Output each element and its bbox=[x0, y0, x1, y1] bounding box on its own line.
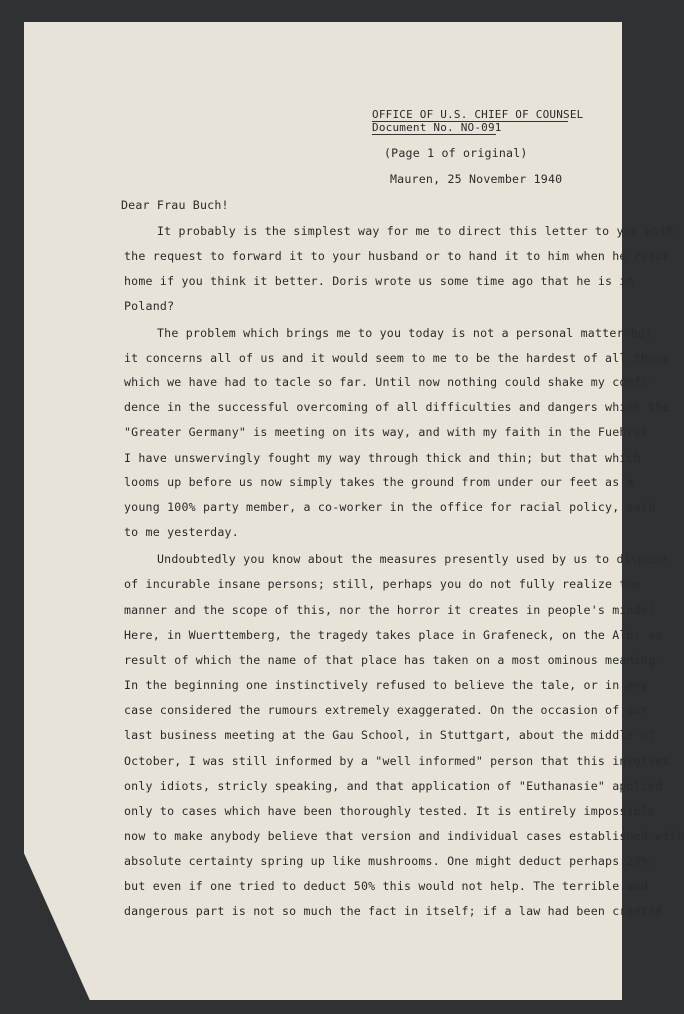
letter-line: The problem which brings me to you today is not a personal matter but bbox=[157, 326, 653, 340]
letter-line: young 100% party member, a co-worker in the office for racial policy, said bbox=[124, 500, 656, 514]
letter-line: of incurable insane persons; still, perhaps you do not fully realize the bbox=[124, 577, 641, 591]
letter-line: case considered the rumours extremely exaggerated. On the occasion of our bbox=[124, 703, 649, 717]
letter-line: Here, in Wuerttemberg, the tragedy takes place in Grafeneck, on the Alb, as bbox=[124, 628, 663, 642]
letter-line: only idiots, stricly speaking, and that application of "Euthanasie" applied bbox=[124, 779, 663, 793]
page-note: (Page 1 of original) bbox=[384, 146, 528, 160]
letter-line: It probably is the simplest way for me to direct this letter to you with bbox=[157, 224, 674, 238]
place-date: Mauren, 25 November 1940 bbox=[390, 172, 563, 186]
letter-line: result of which the name of that place has taken on a most ominous meaning. bbox=[124, 653, 663, 667]
letter-line: last business meeting at the Gau School, in Stuttgart, about the middle of bbox=[124, 728, 656, 742]
salutation: Dear Frau Buch! bbox=[121, 198, 229, 212]
letter-line: manner and the scope of this, nor the horror it creates in people's minds! bbox=[124, 603, 656, 617]
letter-line: the request to forward it to your husband or to hand it to him when he retur bbox=[124, 249, 670, 263]
letter-line: In the beginning one instinctively refused to believe the tale, or in any bbox=[124, 678, 649, 692]
letter-line: to me yesterday. bbox=[124, 525, 239, 539]
document-number: Document No. NO-091 bbox=[372, 121, 502, 134]
letter-line: dence in the successful overcoming of all difficulties and dangers which the bbox=[124, 400, 670, 414]
letter-line: October, I was still informed by a "well informed" person that this involves bbox=[124, 754, 670, 768]
letter-line: I have unswervingly fought my way through thick and thin; but that which bbox=[124, 451, 641, 465]
letter-line: dangerous part is not so much the fact in itself; if a law had been created bbox=[124, 904, 663, 918]
letter-line: which we have had to tacle so far. Until now nothing could shake my confi- bbox=[124, 375, 656, 389]
letter-line: "Greater Germany" is meeting on its way, and with my faith in the Fuehrer bbox=[124, 425, 649, 439]
letter-line: only to cases which have been thoroughly tested. It is entirely impossible bbox=[124, 804, 656, 818]
letter-line: it concerns all of us and it would seem to me to be the hardest of all those bbox=[124, 351, 670, 365]
office-header: OFFICE OF U.S. CHIEF OF COUNSEL bbox=[372, 108, 584, 121]
letter-line: Undoubtedly you know about the measures presently used by us to dispose bbox=[157, 552, 667, 566]
letter-line: looms up before us now simply takes the ground from under our feet as a bbox=[124, 475, 634, 489]
letter-line: absolute certainty spring up like mushrooms. One might deduct perhaps 20%, bbox=[124, 854, 656, 868]
letter-line: home if you think it better. Doris wrote us some time ago that he is in bbox=[124, 274, 634, 288]
letter-line: Poland? bbox=[124, 299, 175, 313]
letter-line: now to make anybody believe that version and individual cases established with bbox=[124, 829, 684, 843]
letter-line: but even if one tried to deduct 50% this would not help. The terrible and bbox=[124, 879, 649, 893]
